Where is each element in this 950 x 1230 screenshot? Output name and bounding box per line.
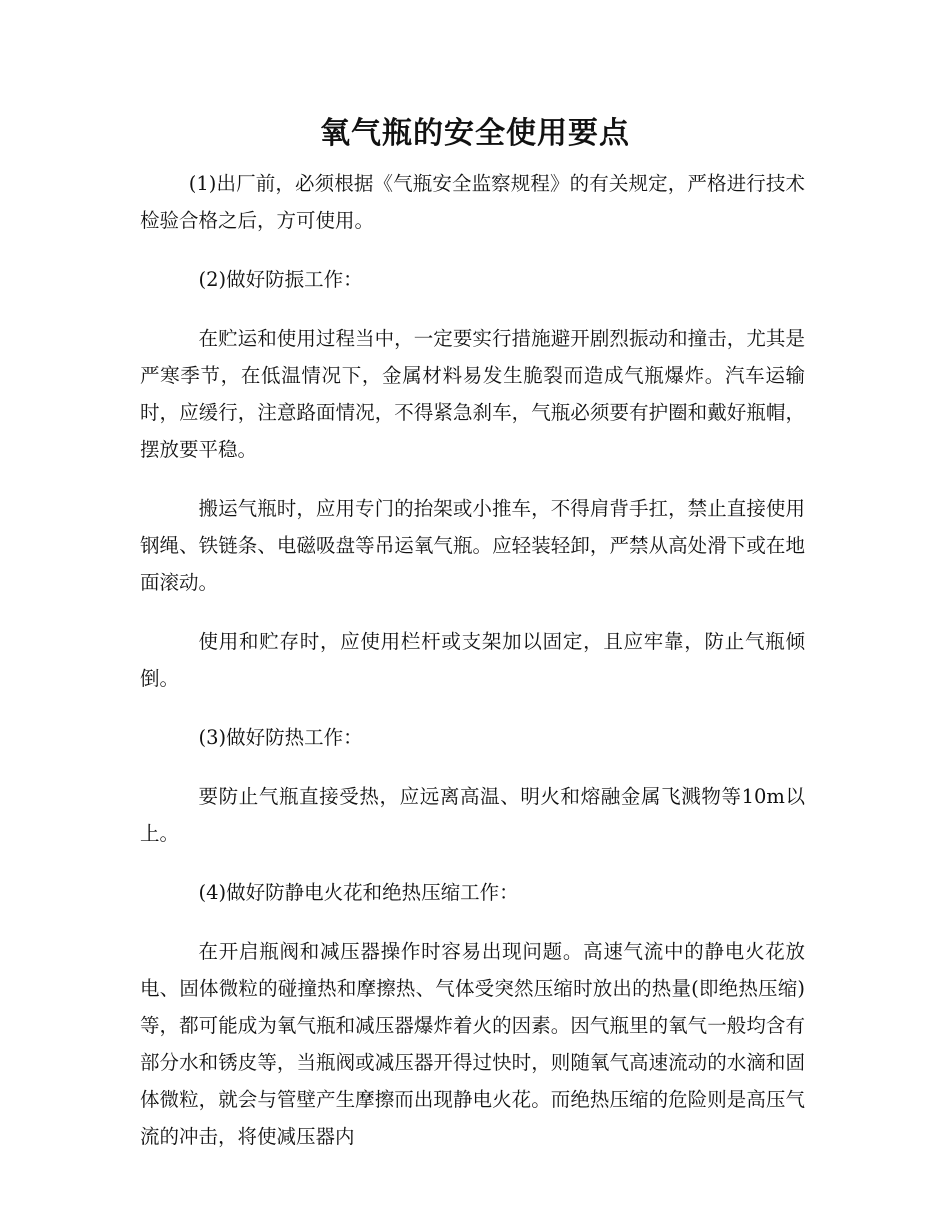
paragraph-factory-inspection: (1)出厂前，必须根据《气瓶安全监察规程》的有关规定，严格进行技术检验合格之后，方可使用。 [140,172,805,232]
paragraph-handling: 搬运气瓶时，应用专门的抬架或小推车，不得肩背手扛，禁止直接使用钢绳、铁链条、电磁吸盘等吊运氧气瓶。应轻装轻卸，严禁从高处滑下或在地面滚动。 [140,497,805,594]
document-body [140,165,805,1177]
paragraph-heat-distance: 要防止气瓶直接受热，应远离高温、明火和熔融金属飞溅物等10m以上。 [140,785,805,845]
paragraph-valve-operation: 在开启瓶阀和减压器操作时容易出现问题。高速气流中的静电火花放电、固体微粒的碰撞热和摩擦热、气体受突然压缩时放出的热量(即绝热压缩)等，都可能成为氧气瓶和减压器爆炸着火的因素。因气瓶里的氧气一般均含有部分水和锈皮等，当瓶阀或减压器开得过快时，则随氧气高速流动的水滴和固体微粒，就会与管壁产生摩擦而出现静电火花。而绝热压缩的危险则是高压气流的冲击，将使减压器内 [140,940,805,1148]
document-title: 氧气瓶的安全使用要点 [320,116,630,151]
heading-anti-heat: (3)做好防热工作： [198,726,363,749]
heading-static-compression: (4)做好防静电火花和绝热压缩工作： [198,881,519,904]
paragraph-storage-transport: 在贮运和使用过程当中，一定要实行措施避开剧烈振动和撞击，尤其是严寒季节，在低温情况下，金属材料易发生脆裂而造成气瓶爆炸。汽车运输时，应缓行，注意路面情况，不得紧急刹车，气瓶必须要有护圈和戴好瓶帽，摆放要平稳。 [140,327,805,461]
paragraph-fixing: 使用和贮存时，应使用栏杆或支架加以固定，且应牢靠，防止气瓶倾倒。 [140,630,805,690]
heading-anti-vibration: (2)做好防振工作： [198,268,363,291]
